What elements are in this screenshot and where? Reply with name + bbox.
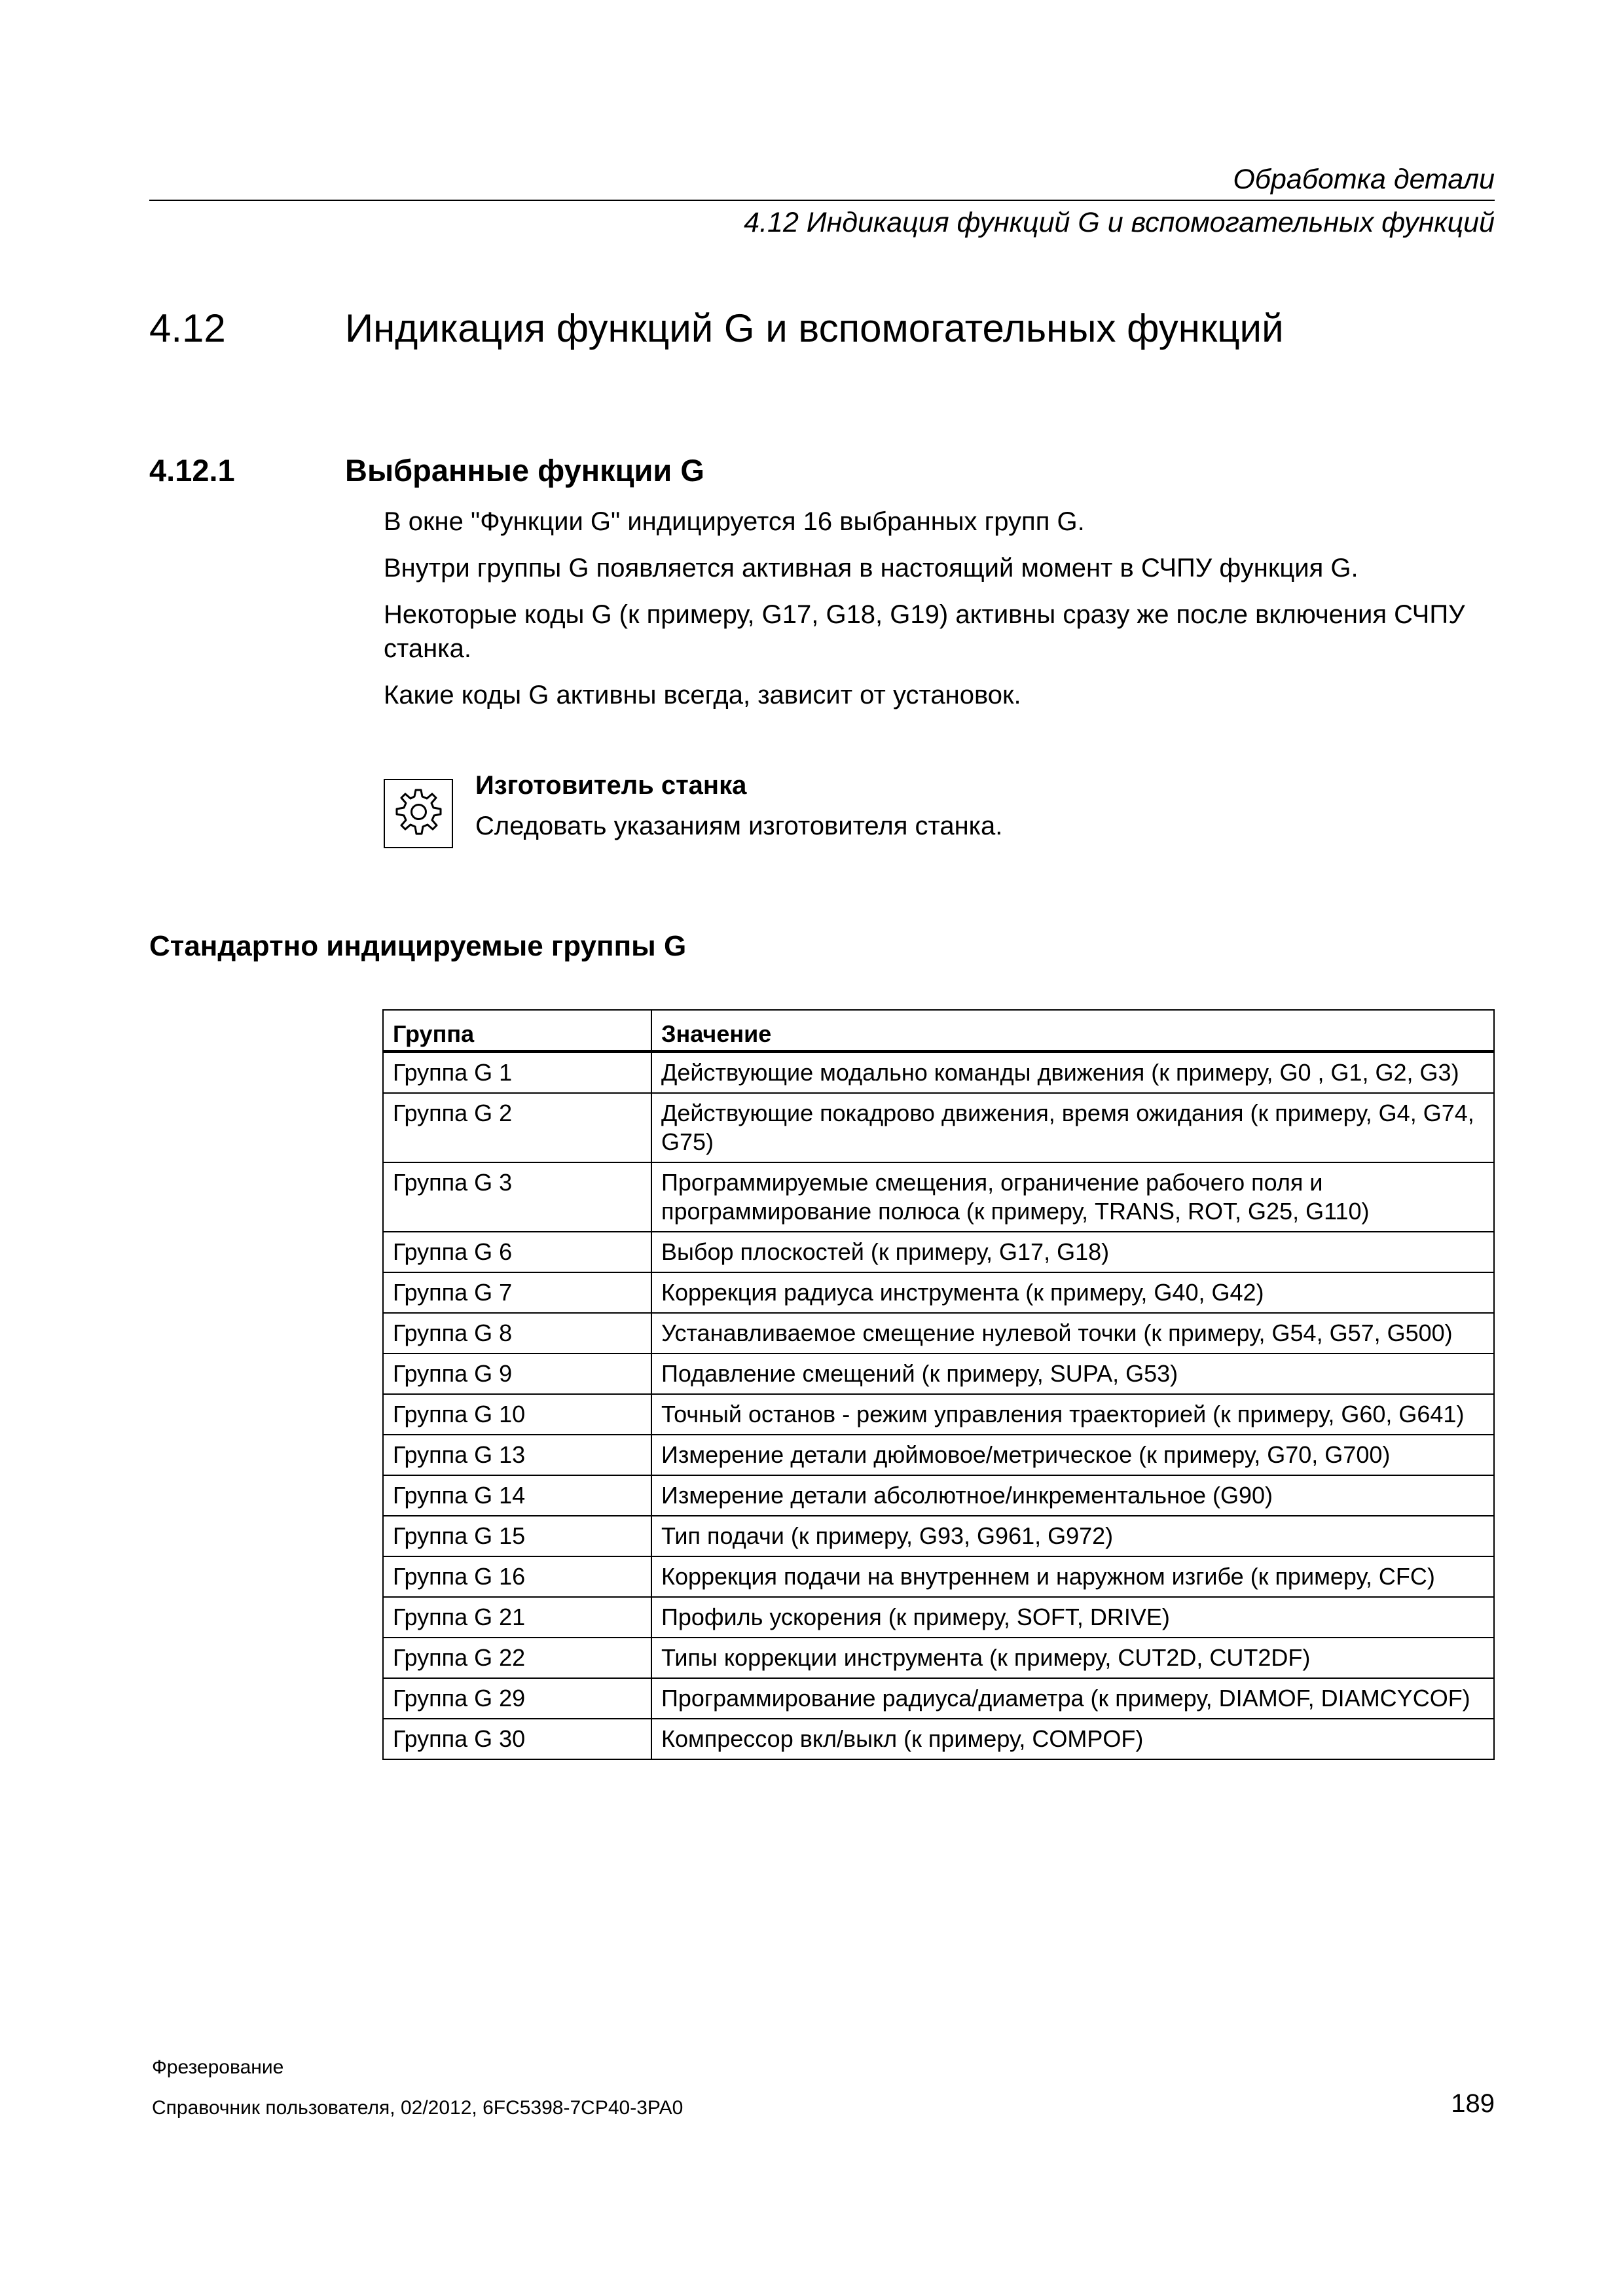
subsection-number: 4.12.1	[149, 453, 235, 488]
group-cell: Группа G 8	[383, 1313, 651, 1354]
table-row	[383, 1597, 1494, 1638]
table-row	[383, 1354, 1494, 1394]
paragraph: Какие коды G активны всегда, зависит от установок.	[384, 681, 1021, 709]
table-heading: Стандартно индицируемые группы G	[149, 930, 687, 962]
table-row	[383, 1272, 1494, 1313]
meaning-cell: Устанавливаемое смещение нулевой точки (к примеру, G54, G57, G500)	[651, 1313, 1494, 1354]
meaning-cell: Программирование радиуса/диаметра (к примеру, DIAMOF, DIAMCYCOF)	[651, 1678, 1494, 1719]
group-cell: Группа G 30	[383, 1719, 651, 1759]
section-title: Индикация функций G и вспомогательных функций	[345, 306, 1284, 350]
meaning-cell: Программируемые смещения, ограничение рабочего поля и программирование полюса (к примеру, TRANS, ROT, G25, G110)	[651, 1162, 1494, 1232]
meaning-cell: Коррекция подачи на внутреннем и наружном изгибе (к примеру, CFC)	[651, 1556, 1494, 1597]
running-header-section: 4.12 Индикация функций G и вспомогательных функций	[744, 207, 1495, 238]
group-cell: Группа G 6	[383, 1232, 651, 1272]
meaning-cell: Действующие модально команды движения (к примеру, G0 , G1, G2, G3)	[651, 1052, 1494, 1094]
group-cell: Группа G 13	[383, 1435, 651, 1475]
group-cell: Группа G 16	[383, 1556, 651, 1597]
page-number: 189	[1451, 2089, 1495, 2118]
column-header-meaning: Значение	[651, 1010, 1494, 1052]
table-row	[383, 1313, 1494, 1354]
table-row	[383, 1678, 1494, 1719]
group-cell: Группа G 3	[383, 1162, 651, 1232]
table-row	[383, 1435, 1494, 1475]
group-cell: Группа G 14	[383, 1475, 651, 1516]
meaning-cell: Тип подачи (к примеру, G93, G961, G972)	[651, 1516, 1494, 1556]
group-cell: Группа G 1	[383, 1052, 651, 1094]
meaning-cell: Измерение детали дюймовое/метрическое (к примеру, G70, G700)	[651, 1435, 1494, 1475]
header-rule	[149, 200, 1495, 201]
meaning-cell: Измерение детали абсолютное/инкрементальное (G90)	[651, 1475, 1494, 1516]
paragraph: Внутри группы G появляется активная в настоящий момент в СЧПУ функция G.	[384, 554, 1359, 583]
table-row	[383, 1556, 1494, 1597]
group-cell: Группа G 22	[383, 1638, 651, 1678]
group-cell: Группа G 21	[383, 1597, 651, 1638]
meaning-cell: Компрессор вкл/выкл (к примеру, COMPOF)	[651, 1719, 1494, 1759]
gear-icon-svg	[390, 785, 447, 842]
table-row	[383, 1516, 1494, 1556]
group-cell: Группа G 10	[383, 1394, 651, 1435]
meaning-cell: Коррекция радиуса инструмента (к примеру, G40, G42)	[651, 1272, 1494, 1313]
column-header-group: Группа	[383, 1010, 651, 1052]
running-header-chapter: Обработка детали	[1233, 164, 1495, 195]
group-cell: Группа G 15	[383, 1516, 651, 1556]
table-row	[383, 1052, 1494, 1094]
section-number: 4.12	[149, 306, 226, 350]
meaning-cell: Профиль ускорения (к примеру, SOFT, DRIVE)	[651, 1597, 1494, 1638]
group-cell: Группа G 7	[383, 1272, 651, 1313]
g-groups-table	[382, 1009, 1495, 1760]
meaning-cell: Подавление смещений (к примеру, SUPA, G53)	[651, 1354, 1494, 1394]
table-row	[383, 1638, 1494, 1678]
group-cell: Группа G 29	[383, 1678, 651, 1719]
paragraph: В окне "Функции G" индицируется 16 выбранных групп G.	[384, 507, 1085, 536]
table-row	[383, 1475, 1494, 1516]
table-row	[383, 1232, 1494, 1272]
table-row	[383, 1162, 1494, 1232]
table-header-row	[383, 1010, 1494, 1052]
table-row	[383, 1719, 1494, 1759]
meaning-cell: Действующие покадрово движения, время ожидания (к примеру, G4, G74, G75)	[651, 1093, 1494, 1162]
note-title: Изготовитель станка	[475, 771, 747, 800]
meaning-cell: Точный останов - режим управления траекторией (к примеру, G60, G641)	[651, 1394, 1494, 1435]
paragraph: Некоторые коды G (к примеру, G17, G18, G19) активны сразу же после включения СЧПУ станка.	[384, 600, 1465, 663]
table-row	[383, 1093, 1494, 1162]
meaning-cell: Выбор плоскостей (к примеру, G17, G18)	[651, 1232, 1494, 1272]
table-row	[383, 1394, 1494, 1435]
group-cell: Группа G 9	[383, 1354, 651, 1394]
gear-icon	[384, 779, 453, 848]
subsection-title: Выбранные функции G	[345, 453, 704, 488]
group-cell: Группа G 2	[383, 1093, 651, 1162]
footer-product: Фрезерование	[152, 2056, 284, 2078]
footer-document-info: Справочник пользователя, 02/2012, 6FC5398-7CP40-3PA0	[152, 2097, 684, 2119]
note-text: Следовать указаниям изготовителя станка.	[475, 812, 1003, 840]
meaning-cell: Типы коррекции инструмента (к примеру, CUT2D, CUT2DF)	[651, 1638, 1494, 1678]
